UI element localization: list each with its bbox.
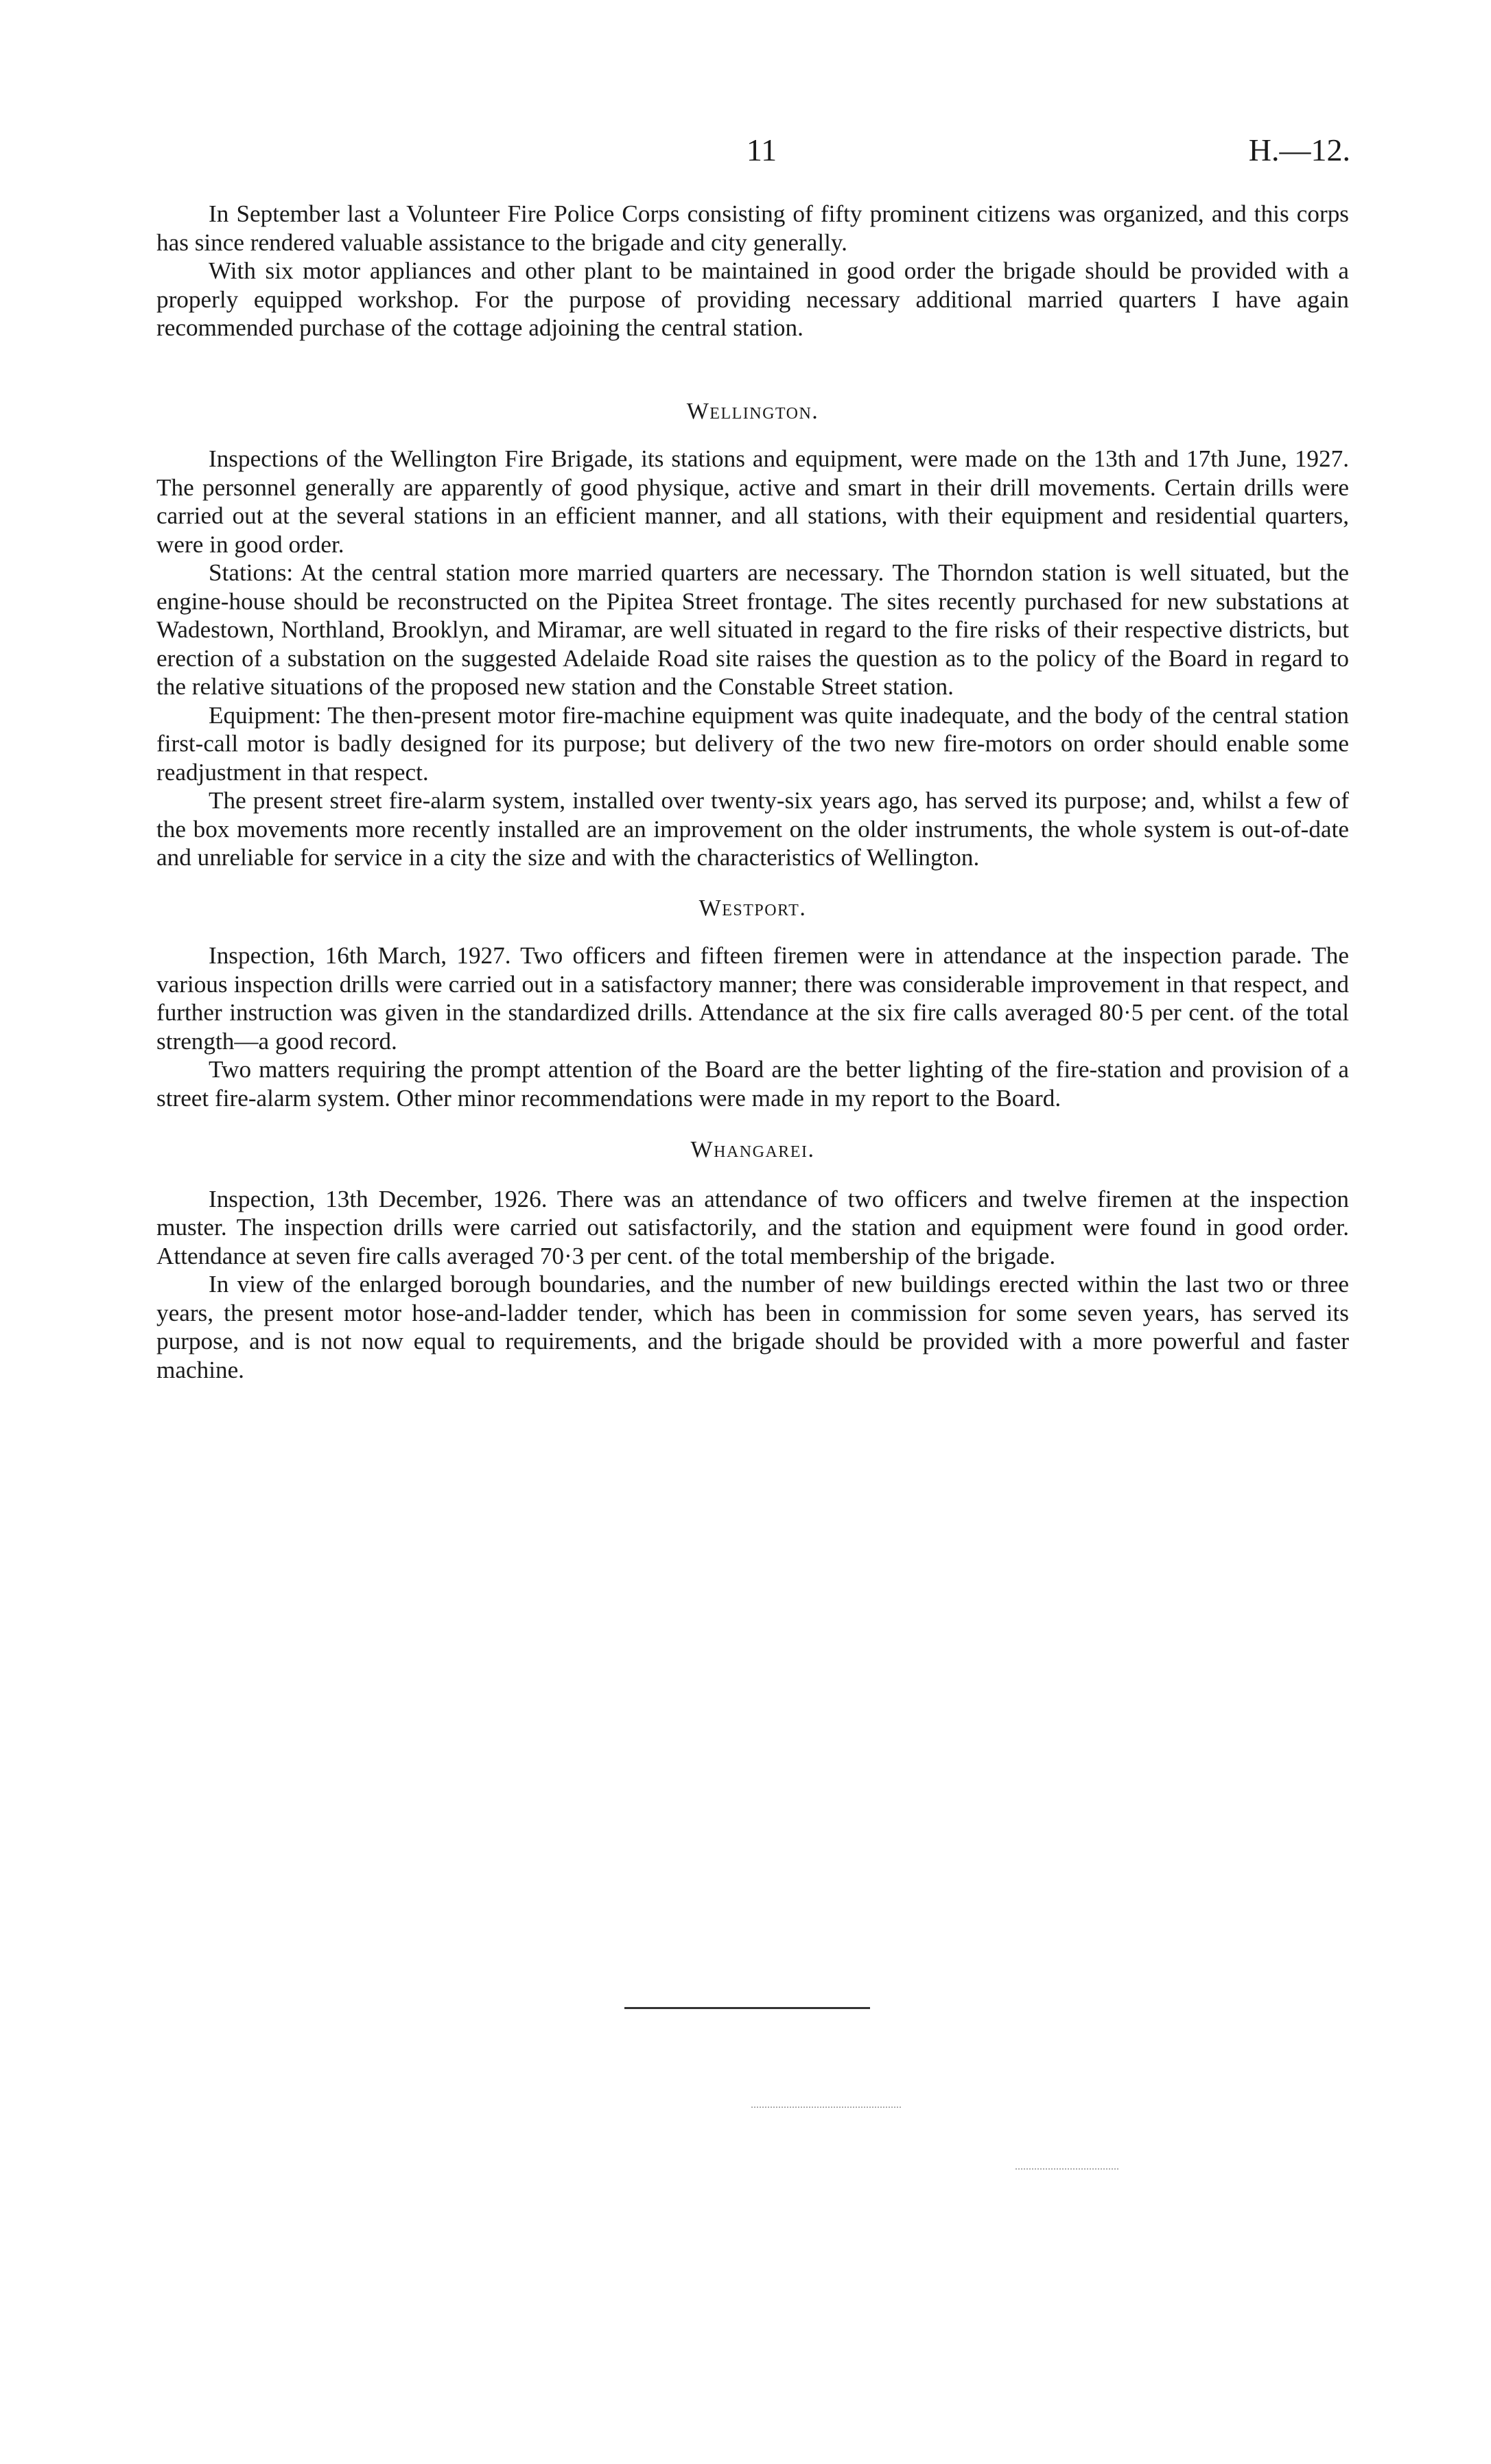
wellington-paragraph-2: Stations: At the central station more married quarters are necessary. The Thorndon station is well situated, but the engine-house should be reconstructed on the Pipitea Street frontage. The sites recently purchased for new substations at Wadestown, Northland, Brooklyn, and Miramar, are well situated in regard to the fire risks of their respective districts, but erection of a substation on the suggested Adelaide Road site raises the question as to the policy of the Board in regard to the relative situations of the proposed new station and the Constable Street station. [156, 559, 1349, 700]
section-heading-westport: Westport. [698, 895, 807, 921]
page-number: 11 [746, 132, 777, 167]
westport-paragraph-2: Two matters requiring the prompt attention of the Board are the better lighting of the fire-station and provision of a street fire-alarm system. Other minor recommendations were made in my report to the Board. [156, 1056, 1349, 1112]
document-reference: H.—12. [1248, 132, 1350, 167]
wellington-paragraph-3: Equipment: The then-present motor fire-machine equipment was quite inadequate, and the body of the central station first-call motor is badly designed for its purpose; but delivery of the two new fire-motors on order should enable some readjustment in that respect. [156, 701, 1349, 786]
end-rule [624, 2007, 870, 2009]
section-heading-whangarei: Whangarei. [690, 1137, 815, 1162]
intro-paragraph-1: In September last a Volunteer Fire Police Corps consisting of fifty prominent citizens was organized, and this corps has since rendered valuable assistance to the brigade and city generally. [156, 200, 1349, 256]
section-heading-wellington: Wellington. [686, 398, 819, 424]
faint-mark [1015, 2168, 1118, 2170]
whangarei-paragraph-1: Inspection, 13th December, 1926. There was an attendance of two officers and twelve firemen at the inspection muster. The inspection drills were carried out satisfactorily, and the station and equipment were found in good order. Attendance at seven fire calls averaged 70·3 per cent. of the total membership of the brigade. [156, 1185, 1349, 1269]
faint-mark [751, 2107, 901, 2108]
whangarei-paragraph-2: In view of the enlarged borough boundaries, and the number of new buildings erected within the last two or three years, the present motor hose-and-ladder tender, which has been in commission for some seven years, has served its purpose, and is not now equal to requirements, and the brigade should be provided with a more powerful and faster machine. [156, 1271, 1349, 1383]
wellington-paragraph-4: The present street fire-alarm system, installed over twenty-six years ago, has served its purpose; and, whilst a few of the box movements more recently installed are an improvement on the older instruments, the whole system is out-of-date and unreliable for service in a city the size and with the characteristics of Wellington. [156, 787, 1349, 871]
westport-paragraph-1: Inspection, 16th March, 1927. Two officers and fifteen firemen were in attendance at the inspection parade. The various inspection drills were carried out in a satisfactory manner; there was considerable improvement in that respect, and further instruction was given in the standardized drills. Attendance at the six fire calls averaged 80·5 per cent. of the total strength—a good record. [156, 942, 1349, 1055]
wellington-paragraph-1: Inspections of the Wellington Fire Brigade, its stations and equipment, were made on the 13th and 17th June, 1927. The personnel generally are apparently of good physique, active and smart in their drill movements. Certain drills were carried out at the several stations in an efficient manner, and all stations, with their equipment and residential quarters, were in good order. [156, 445, 1349, 558]
intro-paragraph-2: With six motor appliances and other plant to be maintained in good order the brigade should be provided with a properly equipped workshop. For the purpose of providing necessary additional married quarters I have again recommended purchase of the cottage adjoining the central station. [156, 257, 1349, 341]
body-text [156, 200, 1349, 1384]
